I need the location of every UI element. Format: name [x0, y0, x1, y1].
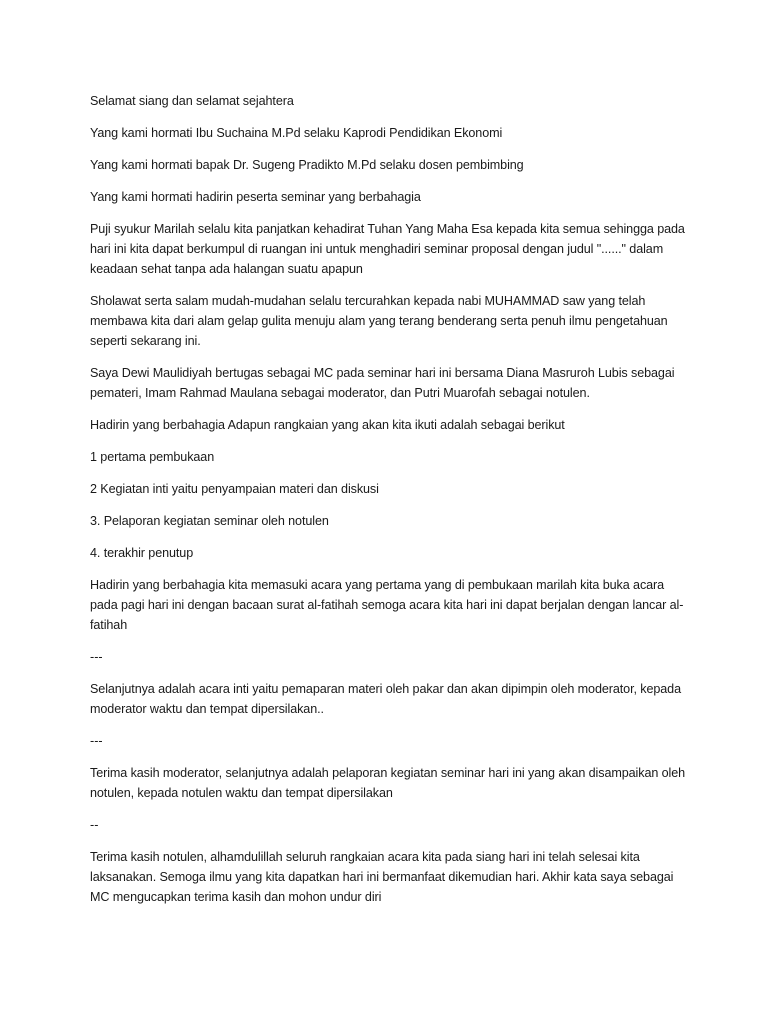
mc-introduction: Saya Dewi Maulidiyah bertugas sebagai MC pada seminar hari ini bersama Diana Masruroh Lubis sebagai pemateri, Imam Rahmad Maulana sebagai moderator, dan Putri Muarofah sebagai notulen. [90, 366, 675, 400]
agenda-item-4: 4. terakhir penutup [90, 546, 194, 560]
agenda-intro: Hadirin yang berbahagia Adapun rangkaian yang akan kita ikuti adalah sebagai berikut [90, 418, 565, 432]
opening-praise: Puji syukur Marilah selalu kita panjatkan kehadirat Tuhan Yang Maha Esa kepada kita semua sehingga pada hari ini kita dapat berkumpul di ruangan ini untuk menghadiri seminar proposal dengan judul "......" dalam keadaan sehat tanpa ada halangan suatu apapun [90, 222, 685, 276]
opening-prayer: Hadirin yang berbahagia kita memasuki acara yang pertama yang di pembukaan marilah kita buka acara pada pagi hari ini dengan bacaan surat al-fatihah semoga acara kita hari ini dapat berjalan dengan lancar al-fatihah [90, 578, 684, 632]
document-body [90, 91, 690, 919]
separator: -- [90, 818, 99, 832]
salutation-hadirin: Yang kami hormati hadirin peserta seminar yang berbahagia [90, 190, 421, 204]
agenda-item-2: 2 Kegiatan inti yaitu penyampaian materi dan diskusi [90, 482, 379, 496]
agenda-item-1: 1 pertama pembukaan [90, 450, 215, 464]
salutation-pembimbing: Yang kami hormati bapak Dr. Sugeng Pradikto M.Pd selaku dosen pembimbing [90, 158, 524, 172]
sholawat: Sholawat serta salam mudah-mudahan selalu tercurahkan kepada nabi MUHAMMAD saw yang telah membawa kita dari alam gelap gulita menuju alam yang terang benderang serta penuh ilmu pengetahuan seperti sekarang ini. [90, 294, 668, 348]
greeting: Selamat siang dan selamat sejahtera [90, 94, 294, 108]
report-session: Terima kasih moderator, selanjutnya adalah pelaporan kegiatan seminar hari ini yang akan disampaikan oleh notulen, kepada notulen waktu dan tempat dipersilakan [90, 766, 686, 800]
main-session: Selanjutnya adalah acara inti yaitu pemaparan materi oleh pakar dan akan dipimpin oleh moderator, kepada moderator waktu dan tempat dipersilakan.. [90, 682, 681, 716]
salutation-kaprodi: Yang kami hormati Ibu Suchaina M.Pd selaku Kaprodi Pendidikan Ekonomi [90, 126, 503, 140]
closing: Terima kasih notulen, alhamdulillah seluruh rangkaian acara kita pada siang hari ini telah selesai kita laksanakan. Semoga ilmu yang kita dapatkan hari ini bermanfaat dikemudian hari. Akhir kata saya sebagai MC mengucapkan terima kasih dan mohon undur diri [90, 850, 674, 904]
separator: --- [90, 734, 103, 748]
separator: --- [90, 650, 103, 664]
agenda-item-3: 3. Pelaporan kegiatan seminar oleh notulen [90, 514, 329, 528]
